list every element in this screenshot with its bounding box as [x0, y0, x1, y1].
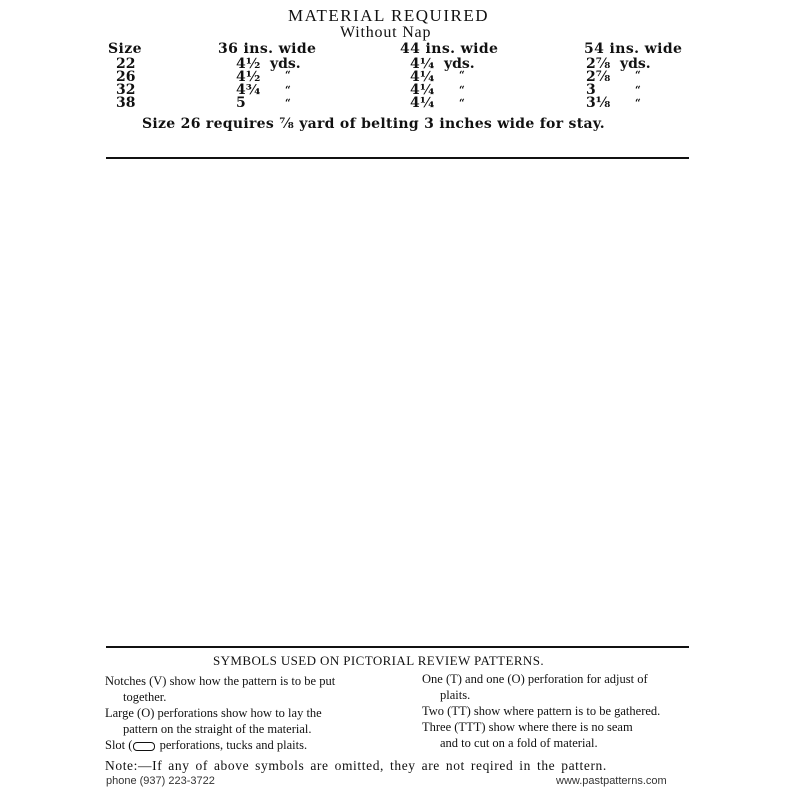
table-cell-54: 2⅞	[586, 69, 611, 85]
table-cell-54: 3⅛	[586, 95, 611, 111]
symbol-notches-line2: together.	[123, 690, 167, 704]
table-cell-size: 26	[116, 69, 136, 85]
material-subtitle: Without Nap	[340, 24, 432, 41]
symbols-right-column	[422, 671, 697, 751]
ditto-mark: “	[635, 98, 641, 109]
table-cell-36-unit: yds.	[270, 56, 301, 72]
symbol-large-line1: Large (O) perforations show how to lay the	[105, 706, 322, 720]
symbols-note: Note:—If any of above symbols are omitted, they are not reqired in the pattern.	[105, 758, 607, 773]
column-header-36: 36 ins. wide	[218, 41, 317, 57]
belting-note: Size 26 requires ⅞ yard of belting 3 inches wide for stay.	[142, 116, 605, 132]
table-cell-36: 4¾	[236, 82, 261, 98]
divider-bottom	[106, 646, 689, 648]
material-title: MATERIAL REQUIRED	[288, 6, 489, 25]
symbol-one-t-line1: One (T) and one (O) perforation for adjust of	[422, 672, 648, 686]
symbol-slot-post: perforations, tucks and plaits.	[156, 738, 308, 752]
table-cell-44: 4¼	[410, 95, 435, 111]
column-header-size: Size	[108, 41, 142, 57]
column-header-44: 44 ins. wide	[400, 41, 499, 57]
symbol-three-t-line2: and to cut on a fold of material.	[440, 736, 598, 750]
ditto-mark: “	[459, 85, 465, 96]
footer-phone: phone (937) 223-3722	[106, 775, 215, 787]
table-cell-54: 3	[586, 82, 596, 98]
table-cell-size: 32	[116, 82, 136, 98]
table-cell-54: 2⅞	[586, 56, 611, 72]
table-cell-size: 22	[116, 56, 136, 72]
symbol-slot-pre: Slot (	[105, 738, 133, 752]
table-cell-size: 38	[116, 95, 136, 111]
ditto-mark: “	[285, 70, 291, 81]
ditto-mark: “	[459, 98, 465, 109]
symbols-left-column	[105, 673, 405, 753]
ditto-mark: “	[285, 85, 291, 96]
table-cell-44-unit: yds.	[444, 56, 475, 72]
table-cell-54-unit: yds.	[620, 56, 651, 72]
table-cell-44: 4¼	[410, 82, 435, 98]
column-header-54: 54 ins. wide	[584, 41, 683, 57]
footer-website: www.pastpatterns.com	[556, 775, 667, 787]
table-cell-44: 4¼	[410, 56, 435, 72]
symbol-one-t-line2: plaits.	[440, 688, 471, 702]
symbols-title: SYMBOLS USED ON PICTORIAL REVIEW PATTERNS.	[213, 653, 545, 668]
slot-perforation-icon	[133, 742, 155, 751]
symbol-large-line2: pattern on the straight of the material.	[123, 722, 312, 736]
ditto-mark: “	[635, 85, 641, 96]
symbol-three-t-line1: Three (TTT) show where there is no seam	[422, 720, 633, 734]
symbol-two-t-line1: Two (TT) show where pattern is to be gathered.	[422, 704, 661, 718]
ditto-mark: “	[285, 98, 291, 109]
table-cell-36: 4½	[236, 56, 261, 72]
divider-top	[106, 157, 689, 159]
ditto-mark: “	[635, 70, 641, 81]
table-cell-44: 4¼	[410, 69, 435, 85]
table-cell-36: 4½	[236, 69, 261, 85]
ditto-mark: “	[459, 70, 465, 81]
table-cell-36: 5	[236, 95, 246, 111]
symbol-notches-line1: Notches (V) show how the pattern is to be put	[105, 674, 336, 688]
